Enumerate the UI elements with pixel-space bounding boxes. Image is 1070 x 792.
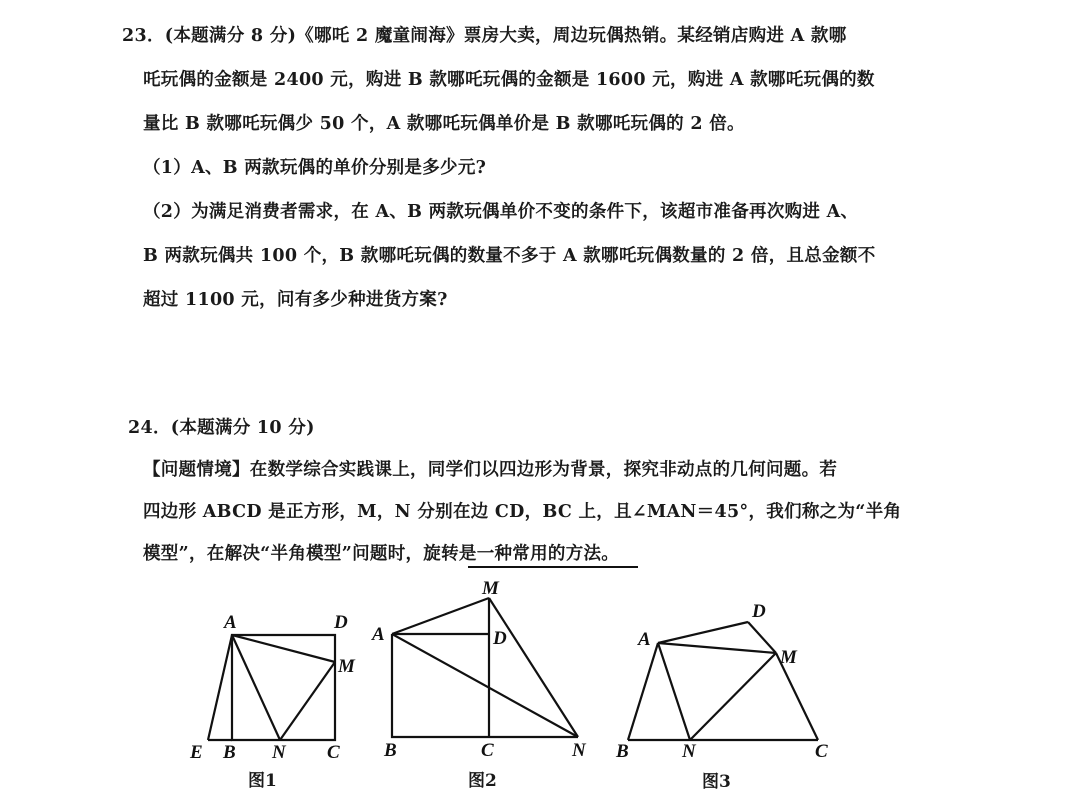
problem-23-question-2: （2）为满足消费者需求，在 A、B 两款玩偶单价不变的条件下，该超市准备再次购进 A、 bbox=[143, 202, 859, 222]
fig1-label-M: M bbox=[338, 656, 355, 677]
figure-3 bbox=[610, 595, 840, 792]
figure-3-caption: 图3 bbox=[702, 772, 731, 792]
fig3-label-A: A bbox=[638, 629, 651, 650]
fig1-label-N: N bbox=[272, 742, 286, 763]
problem-23-line-6: B 两款玩偶共 100 个，B 款哪吒玩偶的数量不多于 A 款哪吒玩偶数量的 2 倍，且总金额不 bbox=[143, 246, 876, 266]
fig1-label-C: C bbox=[327, 742, 340, 763]
problem-23-line-1: 23．(本题满分 8 分)《哪吒 2 魔童闹海》票房大卖，周边玩偶热销。某经销店购进 A 款哪 bbox=[122, 26, 847, 46]
figure-1-diagram bbox=[180, 600, 380, 770]
problem-24-line-3: 模型”，在解决“半角模型”问题时，旋转是一种常用的方法。 bbox=[143, 544, 620, 564]
problem-23-line-7: 超过 1100 元，问有多少种进货方案? bbox=[143, 290, 448, 310]
fig2-label-D: D bbox=[493, 628, 507, 649]
figure-1 bbox=[180, 600, 380, 791]
fig2-label-M: M bbox=[482, 578, 499, 599]
fig1-label-E: E bbox=[190, 742, 203, 763]
fig1-label-D: D bbox=[334, 612, 348, 633]
fig3-label-B: B bbox=[616, 741, 629, 762]
figure-2-diagram bbox=[370, 580, 620, 770]
figure-1-caption: 图1 bbox=[248, 771, 277, 791]
fig1-label-B: B bbox=[223, 742, 236, 763]
handwritten-underline bbox=[468, 566, 638, 568]
fig2-label-B: B bbox=[384, 740, 397, 761]
problem-24-line-2: 四边形 ABCD 是正方形，M，N 分别在边 CD，BC 上，且∠MAN＝45°，我们称之为“半角 bbox=[143, 502, 902, 522]
figure-3-diagram bbox=[610, 595, 840, 775]
problem-23-line-2: 吒玩偶的金额是 2400 元，购进 B 款哪吒玩偶的金额是 1600 元，购进 A 款哪吒玩偶的数 bbox=[143, 70, 875, 90]
fig3-label-N: N bbox=[682, 741, 696, 762]
figure-2-caption: 图2 bbox=[468, 771, 497, 791]
problem-23-line-3: 量比 B 款哪吒玩偶少 50 个，A 款哪吒玩偶单价是 B 款哪吒玩偶的 2 倍。 bbox=[143, 114, 745, 134]
problem-24-header: 24．(本题满分 10 分) bbox=[128, 418, 315, 438]
fig2-label-N: N bbox=[572, 740, 586, 761]
problem-23-question-1: （1）A、B 两款玩偶的单价分别是多少元? bbox=[143, 158, 487, 178]
fig2-label-C: C bbox=[481, 740, 494, 761]
fig3-label-M: M bbox=[780, 647, 797, 668]
fig1-label-A: A bbox=[224, 612, 237, 633]
figure-2 bbox=[370, 578, 620, 791]
fig2-label-A: A bbox=[372, 624, 385, 645]
fig3-label-C: C bbox=[815, 741, 828, 762]
fig3-label-D: D bbox=[752, 601, 766, 622]
problem-24-line-1: 【问题情境】在数学综合实践课上，同学们以四边形为背景，探究非动点的几何问题。若 bbox=[143, 460, 838, 480]
